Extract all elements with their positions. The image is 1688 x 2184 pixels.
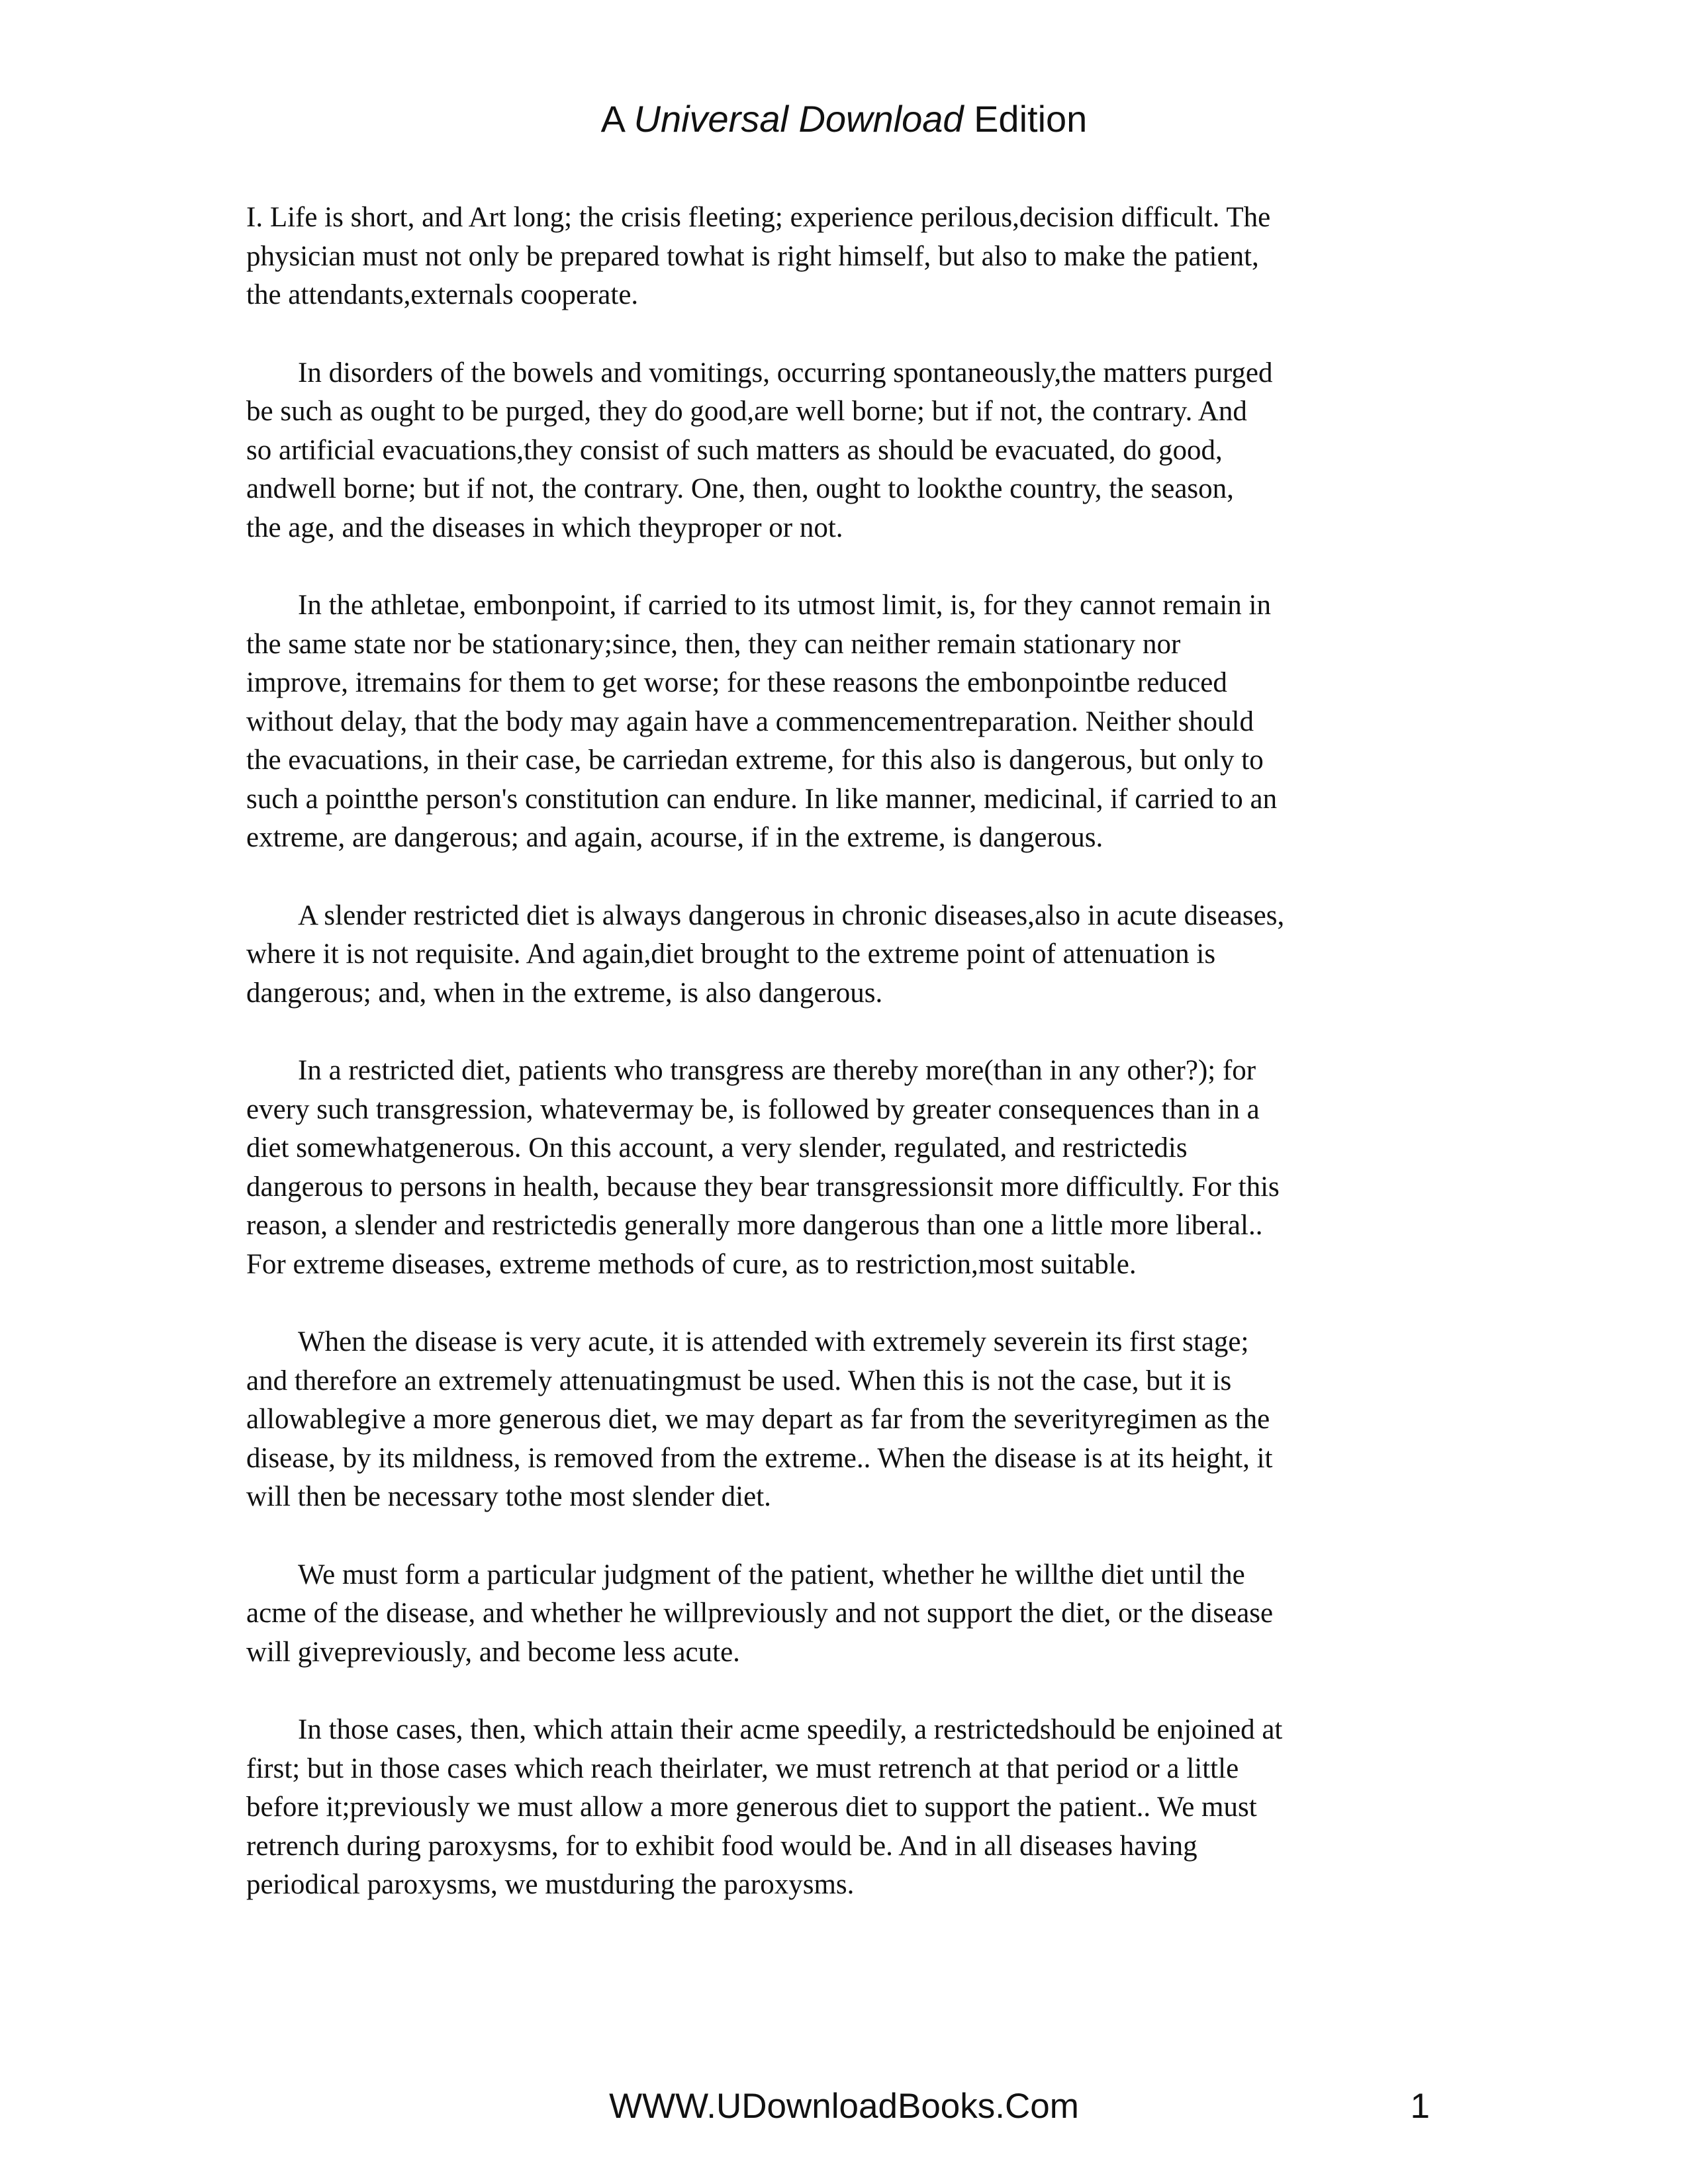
paragraph-2: In disorders of the bowels and vomitings, occurring spontaneously,the matters purged be such as ought to be purged, they do good,are well borne; but if not, the contrary. And so artificial evacuations,they consist of such matters as should be evacuated, do good, andwell borne; but if not, the contrary. One, then, ought to lookthe country, the season, the age, and the diseases in which theyproper or not. — [246, 357, 1273, 543]
paragraph-3: In the athletae, embonpoint, if carried to its utmost limit, is, for they cannot remain in the same state nor be stationary;since, then, they can neither remain stationary nor improve, itremains for them to get worse; for these reasons the embonpointbe reduced without delay, that the body may again have a commencementreparation. Neither should the evacuations, in their case, be carriedan extreme, for this also is dangerous, but only to such a pointthe person's constitution can endure. In like manner, medicinal, if carried to an extreme, are dangerous; and again, acourse, if in the extreme, is dangerous. — [246, 590, 1278, 853]
paragraph-8: In those cases, then, which attain their acme speedily, a restrictedshould be enjoined at first; but in those cases which reach theirlater, we must retrench at that period or a little before it;previously we must allow a more generous diet to support the patient.. We must retrench during paroxysms, for to exhibit food would be. And in all diseases having periodical paroxysms, we mustduring the paroxysms. — [246, 1714, 1283, 1900]
paragraph-4: A slender restricted diet is always dangerous in chronic diseases,also in acute diseases, where it is not requisite. And again,diet brought to the extreme point of attenuation is dangerous; and, when in the extreme, is also dangerous. — [246, 899, 1285, 1009]
header-suffix: Edition — [963, 98, 1088, 140]
document-body — [246, 199, 1438, 1944]
header-prefix: A — [600, 98, 634, 140]
paragraph-7: We must form a particular judgment of the patient, whether he willthe diet until the acme of the disease, and whether he willpreviously and not support the diet, or the disease will givepreviously, and become less acute. — [246, 1559, 1274, 1668]
page-number: 1 — [1410, 2087, 1430, 2126]
page-header — [0, 93, 1688, 146]
paragraph-1: I. Life is short, and Art long; the crisis fleeting; experience perilous,decision difficult. The physician must not only be prepared towhat is right himself, but also to make the patient, the attendants,externals cooperate. — [246, 202, 1271, 310]
footer-url: WWW.UDownloadBooks.Com — [609, 2087, 1079, 2126]
paragraph-5: In a restricted diet, patients who transgress are thereby more(than in any other?); for every such transgression, whatevermay be, is followed by greater consequences than in a diet somewhatgenerous. On this account, a very slender, regulated, and restrictedis dangerous to persons in health, because they bear transgressionsit more difficultly. For this reason, a slender and restrictedis generally more dangerous than one a little more liberal.. For extreme diseases, extreme methods of cure, as to restriction,most suitable. — [246, 1055, 1280, 1280]
header-title-italic: Universal Download — [633, 98, 964, 140]
paragraph-6: When the disease is very acute, it is attended with extremely severein its first stage; and therefore an extremely attenuatingmust be used. When this is not the case, but it is allowablegive a more generous diet, we may depart as far from the severityregimen as the disease, by its mildness, is removed from the extreme.. When the disease is at its height, it will then be necessary tothe most slender diet. — [246, 1326, 1273, 1512]
